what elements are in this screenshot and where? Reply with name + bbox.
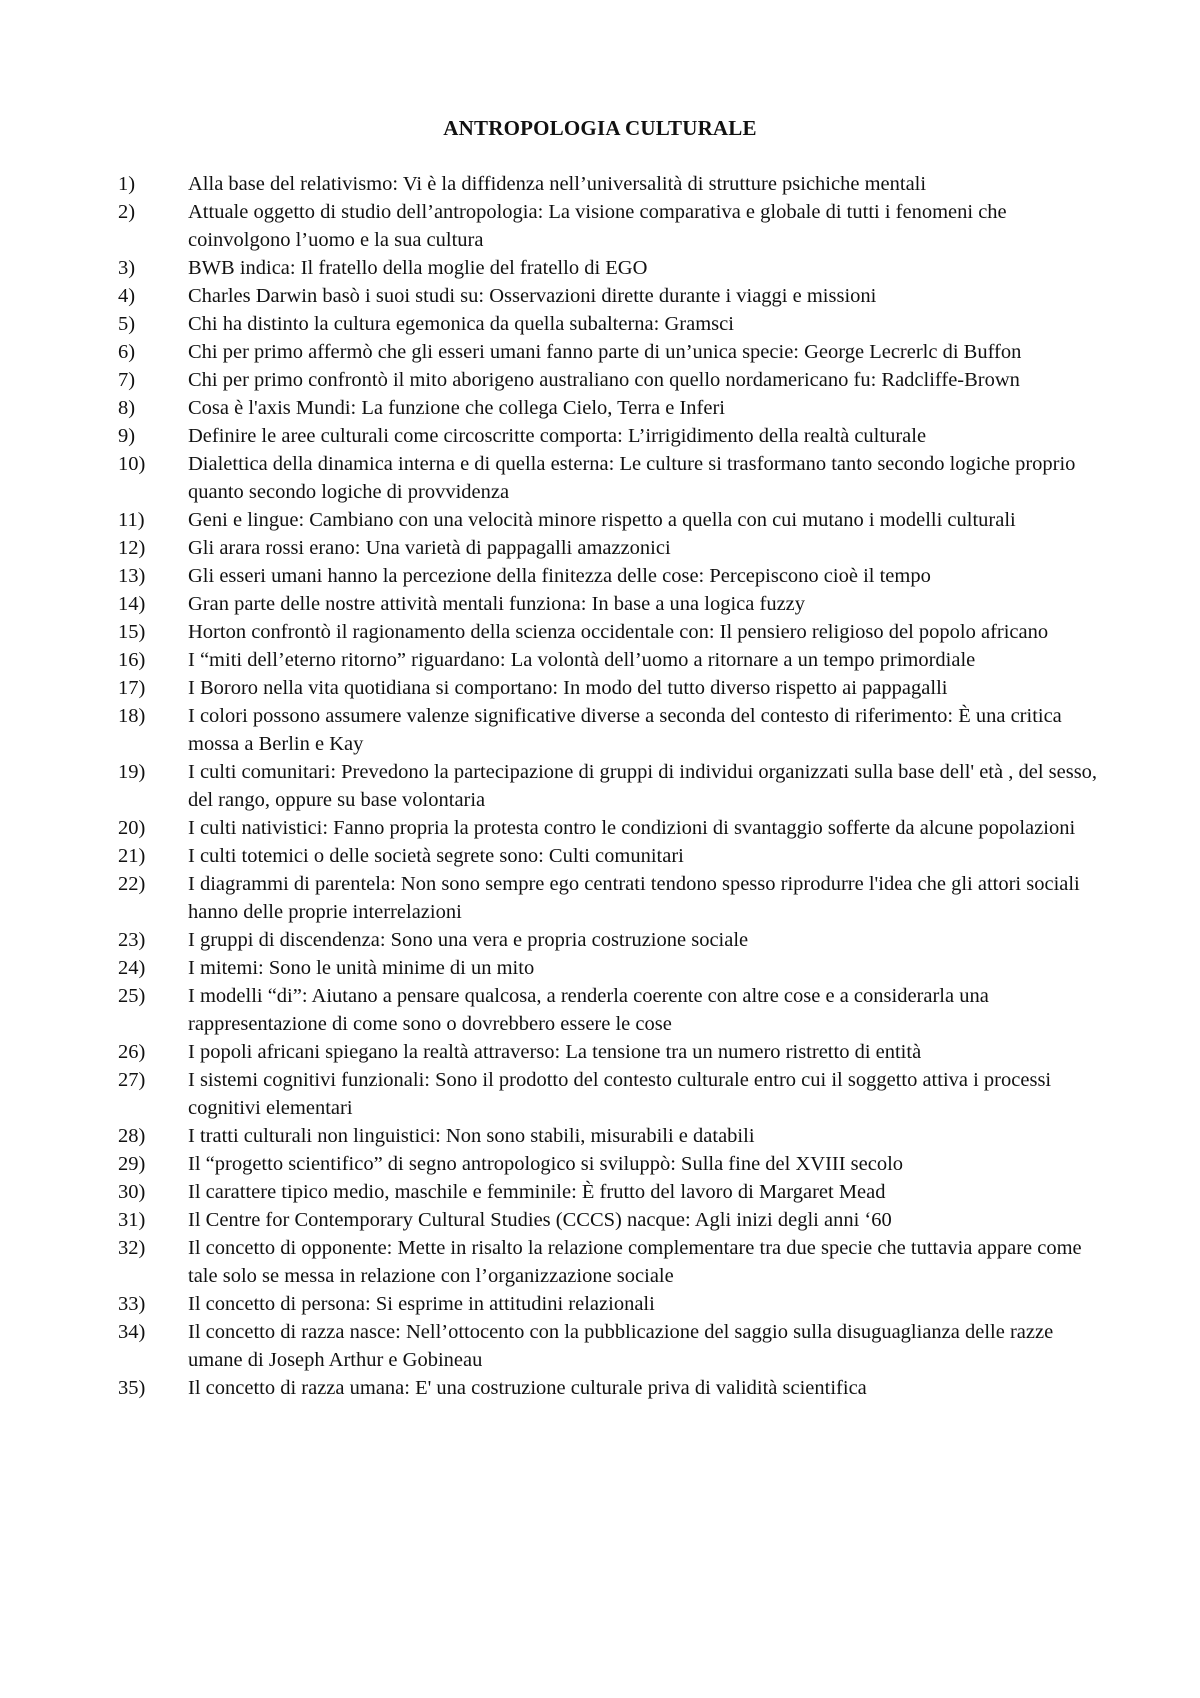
list-item bbox=[0, 170, 1200, 198]
item-number: 32) bbox=[118, 1237, 146, 1259]
question-list bbox=[0, 170, 1200, 1402]
item-number: 10) bbox=[118, 453, 146, 475]
item-number: 13) bbox=[118, 565, 146, 587]
list-item bbox=[0, 814, 1200, 842]
list-item bbox=[0, 590, 1200, 618]
list-item bbox=[0, 506, 1200, 534]
list-item bbox=[0, 450, 1200, 506]
item-number: 20) bbox=[118, 817, 146, 839]
list-item bbox=[0, 366, 1200, 394]
item-number: 4) bbox=[118, 285, 136, 307]
list-item bbox=[0, 1234, 1200, 1290]
item-text: I sistemi cognitivi funzionali: Sono il prodotto del contesto culturale entro cui il soggetto attiva i processi cognitivi elementari bbox=[188, 1069, 1052, 1119]
item-text: Chi ha distinto la cultura egemonica da quella subalterna: Gramsci bbox=[188, 313, 734, 335]
item-number: 11) bbox=[118, 509, 145, 531]
item-number: 27) bbox=[118, 1069, 146, 1091]
list-item bbox=[0, 1066, 1200, 1122]
item-text: I diagrammi di parentela: Non sono sempre ego centrati tendono spesso riprodurre l'idea che gli attori sociali hanno delle proprie interrelazioni bbox=[188, 873, 1080, 923]
item-number: 21) bbox=[118, 845, 146, 867]
list-item bbox=[0, 674, 1200, 702]
item-text: I tratti culturali non linguistici: Non sono stabili, misurabili e databili bbox=[188, 1125, 755, 1147]
item-text: Chi per primo confrontò il mito aborigeno australiano con quello nordamericano fu: Radcliffe-Brown bbox=[188, 369, 1020, 391]
list-item bbox=[0, 842, 1200, 870]
item-text: Definire le aree culturali come circoscritte comporta: L’irrigidimento della realtà culturale bbox=[188, 425, 927, 447]
item-number: 16) bbox=[118, 649, 146, 671]
item-text: Il concetto di razza nasce: Nell’ottocento con la pubblicazione del saggio sulla disuguaglianza delle razze umane di Joseph Arthur e Gobineau bbox=[188, 1321, 1054, 1371]
item-text: Il concetto di persona: Si esprime in attitudini relazionali bbox=[188, 1293, 655, 1315]
item-text: Il concetto di opponente: Mette in risalto la relazione complementare tra due specie che tuttavia appare come tale solo se messa in relazione con l’organizzazione sociale bbox=[188, 1237, 1082, 1287]
list-item bbox=[0, 1122, 1200, 1150]
list-item bbox=[0, 646, 1200, 674]
item-number: 3) bbox=[118, 257, 136, 279]
list-item bbox=[0, 926, 1200, 954]
item-number: 29) bbox=[118, 1153, 146, 1175]
item-number: 5) bbox=[118, 313, 136, 335]
item-text: Attuale oggetto di studio dell’antropologia: La visione comparativa e globale di tutti i fenomeni che coinvolgono l’uomo e la sua cultura bbox=[188, 201, 1007, 251]
item-number: 15) bbox=[118, 621, 146, 643]
list-item bbox=[0, 534, 1200, 562]
item-text: Gli esseri umani hanno la percezione della finitezza delle cose: Percepiscono cioè il tempo bbox=[188, 565, 931, 587]
item-text: Gran parte delle nostre attività mentali funziona: In base a una logica fuzzy bbox=[188, 593, 806, 615]
item-number: 22) bbox=[118, 873, 146, 895]
list-item bbox=[0, 702, 1200, 758]
list-item bbox=[0, 982, 1200, 1038]
list-item bbox=[0, 1206, 1200, 1234]
list-item bbox=[0, 758, 1200, 814]
item-text: Chi per primo affermò che gli esseri umani fanno parte di un’unica specie: George Lecrerlc di Buffon bbox=[188, 341, 1022, 363]
item-number: 14) bbox=[118, 593, 146, 615]
item-text: I modelli “di”: Aiutano a pensare qualcosa, a renderla coerente con altre cose e a considerarla una rappresentazione di come sono o dovrebbero essere le cose bbox=[188, 985, 989, 1035]
list-item bbox=[0, 422, 1200, 450]
item-number: 25) bbox=[118, 985, 146, 1007]
list-item bbox=[0, 1374, 1200, 1402]
list-item bbox=[0, 394, 1200, 422]
list-item bbox=[0, 338, 1200, 366]
item-number: 19) bbox=[118, 761, 146, 783]
item-number: 9) bbox=[118, 425, 136, 447]
item-text: Charles Darwin basò i suoi studi su: Osservazioni dirette durante i viaggi e missioni bbox=[188, 285, 877, 307]
list-item bbox=[0, 562, 1200, 590]
list-item bbox=[0, 310, 1200, 338]
item-number: 34) bbox=[118, 1321, 146, 1343]
list-item bbox=[0, 618, 1200, 646]
item-number: 1) bbox=[118, 173, 136, 195]
item-text: I Bororo nella vita quotidiana si comportano: In modo del tutto diverso rispetto ai pappagalli bbox=[188, 677, 948, 699]
item-text: BWB indica: Il fratello della moglie del fratello di EGO bbox=[188, 257, 648, 279]
item-text: Il carattere tipico medio, maschile e femminile: È frutto del lavoro di Margaret Mead bbox=[188, 1181, 886, 1203]
item-text: Il Centre for Contemporary Cultural Studies (CCCS) nacque: Agli inizi degli anni ‘60 bbox=[188, 1209, 892, 1231]
item-text: I gruppi di discendenza: Sono una vera e propria costruzione sociale bbox=[188, 929, 749, 951]
item-number: 26) bbox=[118, 1041, 146, 1063]
item-text: I “miti dell’eterno ritorno” riguardano: La volontà dell’uomo a ritornare a un tempo primordiale bbox=[188, 649, 976, 671]
item-text: I popoli africani spiegano la realtà attraverso: La tensione tra un numero ristretto di entità bbox=[188, 1041, 922, 1063]
item-text: Dialettica della dinamica interna e di quella esterna: Le culture si trasformano tanto secondo logiche proprio quanto secondo logiche di provvidenza bbox=[188, 453, 1076, 503]
item-text: Il concetto di razza umana: E' una costruzione culturale priva di validità scientifica bbox=[188, 1377, 867, 1399]
item-number: 6) bbox=[118, 341, 136, 363]
item-text: Gli arara rossi erano: Una varietà di pappagalli amazzonici bbox=[188, 537, 671, 559]
item-number: 18) bbox=[118, 705, 146, 727]
item-number: 12) bbox=[118, 537, 146, 559]
item-number: 30) bbox=[118, 1181, 146, 1203]
list-item bbox=[0, 1290, 1200, 1318]
item-text: I culti comunitari: Prevedono la partecipazione di gruppi di individui organizzati sulla base dell' età , del sesso, del rango, oppure su base volontaria bbox=[188, 761, 1098, 811]
item-number: 24) bbox=[118, 957, 146, 979]
item-number: 28) bbox=[118, 1125, 146, 1147]
list-item bbox=[0, 1038, 1200, 1066]
list-item bbox=[0, 870, 1200, 926]
item-text: Geni e lingue: Cambiano con una velocità minore rispetto a quella con cui mutano i modelli culturali bbox=[188, 509, 1016, 531]
item-number: 7) bbox=[118, 369, 136, 391]
item-text: I culti nativistici: Fanno propria la protesta contro le condizioni di svantaggio sofferte da alcune popolazioni bbox=[188, 817, 1076, 839]
item-text: Horton confrontò il ragionamento della scienza occidentale con: Il pensiero religioso del popolo africano bbox=[188, 621, 1049, 643]
list-item bbox=[0, 1178, 1200, 1206]
item-text: I culti totemici o delle società segrete sono: Culti comunitari bbox=[188, 845, 684, 867]
item-number: 2) bbox=[118, 201, 136, 223]
item-number: 33) bbox=[118, 1293, 146, 1315]
item-text: I colori possono assumere valenze significative diverse a seconda del contesto di riferimento: È una critica mossa a Berlin e Kay bbox=[188, 705, 1062, 755]
item-number: 23) bbox=[118, 929, 146, 951]
list-item bbox=[0, 198, 1200, 254]
item-number: 8) bbox=[118, 397, 136, 419]
list-item bbox=[0, 954, 1200, 982]
list-item bbox=[0, 1318, 1200, 1374]
item-text: Il “progetto scientifico” di segno antropologico si sviluppò: Sulla fine del XVIII secolo bbox=[188, 1153, 904, 1175]
list-item bbox=[0, 282, 1200, 310]
document-title: ANTROPOLOGIA CULTURALE bbox=[443, 116, 757, 140]
item-text: Alla base del relativismo: Vi è la diffidenza nell’universalità di strutture psichiche mentali bbox=[188, 173, 927, 195]
item-number: 31) bbox=[118, 1209, 146, 1231]
item-text: Cosa è l'axis Mundi: La funzione che collega Cielo, Terra e Inferi bbox=[188, 397, 725, 419]
item-number: 35) bbox=[118, 1377, 146, 1399]
item-text: I mitemi: Sono le unità minime di un mito bbox=[188, 957, 535, 979]
list-item bbox=[0, 254, 1200, 282]
item-number: 17) bbox=[118, 677, 146, 699]
list-item bbox=[0, 1150, 1200, 1178]
